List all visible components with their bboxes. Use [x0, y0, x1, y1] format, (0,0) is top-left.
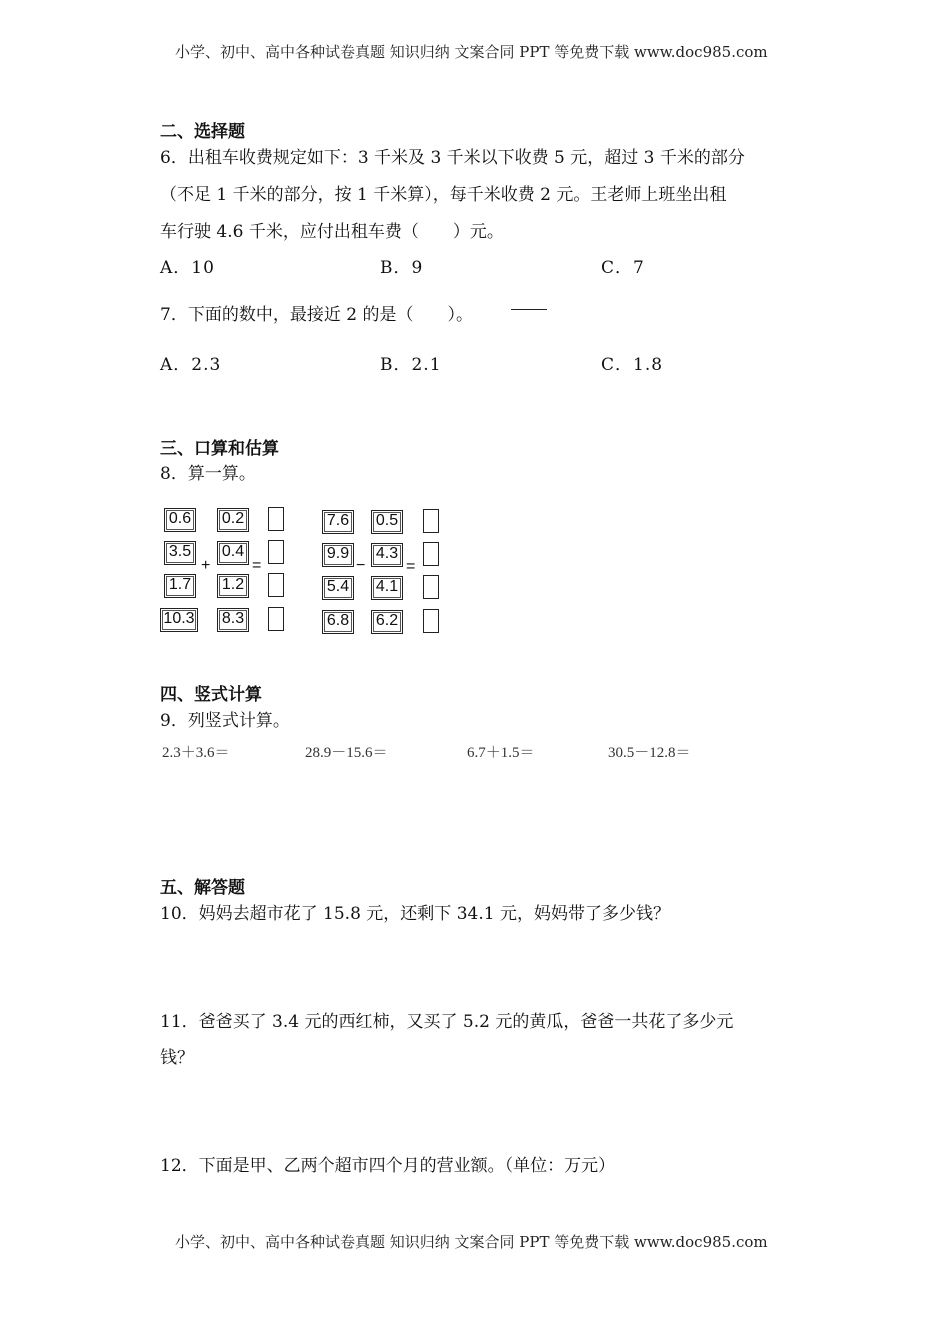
sub-a-3: 5.4	[322, 576, 354, 600]
sub-a-2: 9.9	[322, 543, 354, 567]
sub-b-3: 4.1	[371, 576, 403, 600]
page-header: 小学、初中、高中各种试卷真题 知识归纳 文案合同 PPT 等免费下载 www.doc985.com	[175, 43, 768, 61]
q7-underline	[511, 309, 547, 310]
sub-a-1: 7.6	[322, 510, 354, 534]
sub-b-2: 4.3	[371, 543, 403, 567]
plus-sign: +	[201, 557, 211, 574]
q7-text: 7．下面的数中，最接近 2 的是（ ）。	[160, 305, 473, 325]
add-b-3: 1.2	[217, 574, 249, 598]
answer-box[interactable]	[423, 609, 439, 633]
answer-box[interactable]	[268, 607, 284, 631]
equals-sign: =	[406, 558, 416, 575]
section-title-mental: 三、口算和估算	[160, 439, 279, 459]
q6-line3: 车行驶 4.6 千米，应付出租车费（ ）元。	[160, 222, 504, 242]
q7-option-c: C．1.8	[601, 355, 664, 375]
answer-box[interactable]	[423, 542, 439, 566]
q8-text: 8．算一算。	[160, 464, 256, 484]
sub-b-1: 0.5	[371, 510, 403, 534]
sub-b-4: 6.2	[371, 610, 403, 634]
add-b-1: 0.2	[217, 508, 249, 532]
add-b-4: 8.3	[217, 608, 249, 632]
q12-text: 12．下面是甲、乙两个超市四个月的营业额。（单位：万元）	[160, 1156, 616, 1176]
q7-option-b: B．2.1	[380, 355, 442, 375]
q10-text: 10．妈妈去超市花了 15.8 元，还剩下 34.1 元，妈妈带了多少钱？	[160, 904, 670, 924]
answer-box[interactable]	[423, 509, 439, 533]
add-a-1: 0.6	[164, 508, 196, 532]
vertical-calc-2: 28.9－15.6＝	[305, 745, 388, 761]
q6-line1: 6．出租车收费规定如下：3 千米及 3 千米以下收费 5 元，超过 3 千米的部分	[160, 148, 745, 168]
vertical-calc-3: 6.7＋1.5＝	[467, 745, 535, 761]
answer-box[interactable]	[423, 575, 439, 599]
q9-text: 9．列竖式计算。	[160, 711, 290, 731]
q11-line2: 钱？	[160, 1048, 194, 1068]
vertical-calc-4: 30.5－12.8＝	[608, 745, 691, 761]
vertical-calc-1: 2.3＋3.6＝	[162, 745, 230, 761]
section-title-vertical: 四、竖式计算	[160, 685, 262, 705]
add-a-4: 10.3	[160, 608, 198, 632]
page-footer: 小学、初中、高中各种试卷真题 知识归纳 文案合同 PPT 等免费下载 www.doc985.com	[175, 1233, 768, 1251]
add-a-3: 1.7	[164, 574, 196, 598]
q6-option-c: C．7	[601, 258, 645, 278]
add-b-2: 0.4	[217, 541, 249, 565]
q6-line2: （不足 1 千米的部分，按 1 千米算），每千米收费 2 元。王老师上班坐出租	[160, 185, 727, 205]
add-a-2: 3.5	[164, 541, 196, 565]
answer-box[interactable]	[268, 573, 284, 597]
q6-option-b: B．9	[380, 258, 424, 278]
q7-option-a: A．2.3	[160, 355, 222, 375]
q11-line1: 11．爸爸买了 3.4 元的西红柿，又买了 5.2 元的黄瓜，爸爸一共花了多少元	[160, 1012, 734, 1032]
equals-sign: =	[252, 557, 262, 574]
minus-sign: −	[356, 557, 366, 574]
section-title-choice: 二、选择题	[160, 122, 245, 142]
answer-box[interactable]	[268, 507, 284, 531]
answer-box[interactable]	[268, 540, 284, 564]
sub-a-4: 6.8	[322, 610, 354, 634]
q6-option-a: A．10	[160, 258, 215, 278]
section-title-answer: 五、解答题	[160, 878, 245, 898]
